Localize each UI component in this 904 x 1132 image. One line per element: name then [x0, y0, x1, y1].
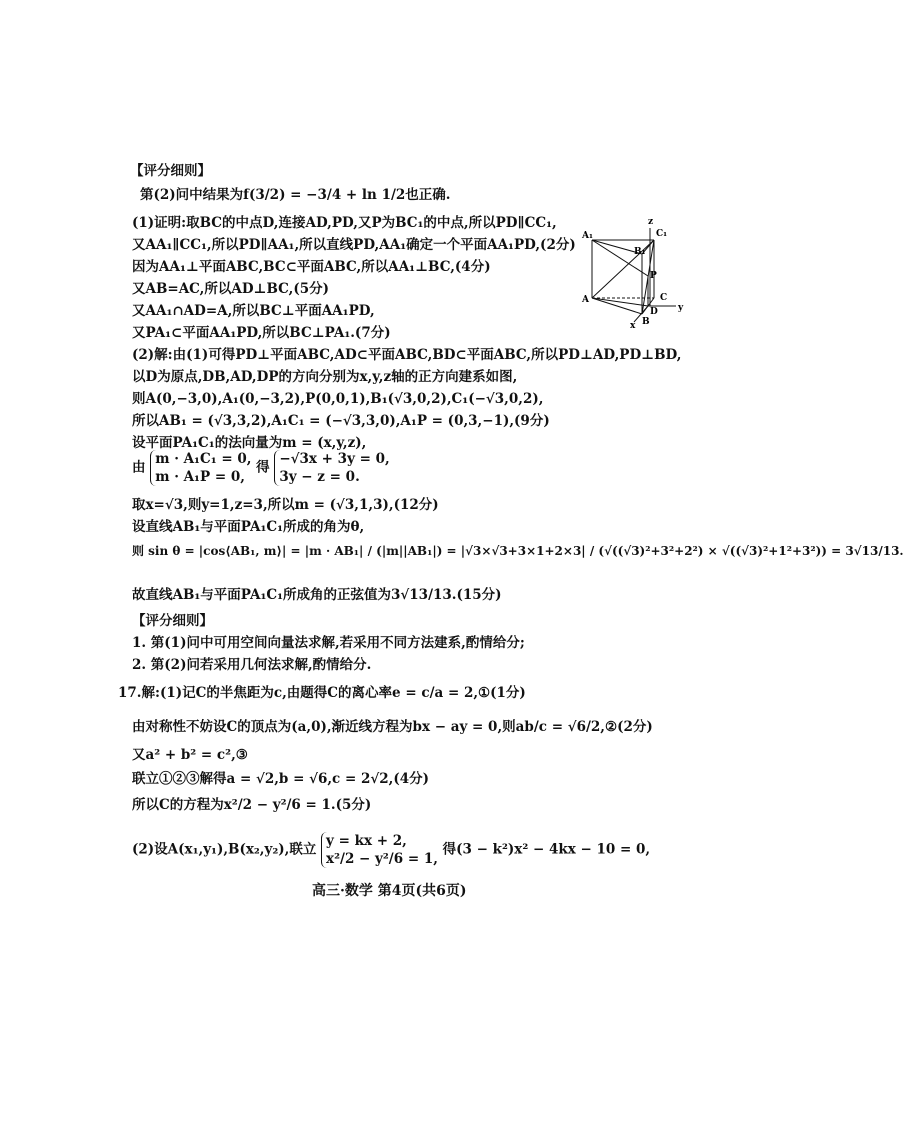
p16-system-1: 由 m · A₁C₁ = 0, m · A₁P = 0, 得 −√3x + 3y = 0, 3y − z = 0. [132, 451, 390, 485]
p16-line-9: 则A(0,−3,0),A₁(0,−3,2),P(0,0,1),B₁(√3,0,2),C₁(−√3,0,2), [132, 391, 544, 407]
p16-line-13: 取x=√3,则y=1,z=3,所以m = (√3,1,3),(12分) [132, 497, 439, 513]
label-A: A [582, 295, 589, 305]
p17-line-1: 17.解:(1)记C的半焦距为c,由题得C的离心率e = c/a = 2,①(1分) [118, 685, 526, 701]
p16-line-16: 故直线AB₁与平面PA₁C₁所成角的正弦值为3√13/13.(15分) [132, 587, 502, 603]
page-footer: 高三·数学 第4页(共6页) [312, 883, 467, 899]
label-A1: A₁ [582, 231, 593, 241]
label-P: P [650, 271, 657, 281]
p16-line-7: (2)解:由(1)可得PD⊥平面ABC,AD⊂平面ABC,BD⊂平面ABC,所以PD⊥AD,PD⊥BD, [132, 347, 682, 363]
p16-line-10: 所以AB₁ = (√3,3,2),A₁C₁ = (−√3,3,0),A₁P = (0,3,−1),(9分) [132, 413, 550, 429]
grading-rule-1: 1. 第(1)问中可用空间向量法求解,若采用不同方法建系,酌情给分; [132, 635, 525, 651]
p16-line-1: (1)证明:取BC的中点D,连接AD,PD,又P为BC₁的中点,所以PD∥CC₁, [132, 215, 557, 231]
label-C: C [660, 293, 668, 303]
p17-system: (2)设A(x₁,y₁),B(x₂,y₂),联立 y = kx + 2, x²/2 − y²/6 = 1, 得(3 − k²)x² − 4kx − 10 = 0, [132, 833, 651, 867]
p16-line-4: 又AB=AC,所以AD⊥BC,(5分) [132, 281, 330, 297]
p16-line-6: 又PA₁⊂平面AA₁PD,所以BC⊥PA₁.(7分) [132, 325, 391, 341]
grading-heading-2: 【评分细则】 [132, 613, 213, 629]
grading-heading-1: 【评分细则】 [130, 163, 211, 179]
p16-line-8: 以D为原点,DB,AD,DP的方向分别为x,y,z轴的正方向建系如图, [132, 369, 518, 385]
p17-line-5: 所以C的方程为x²/2 − y²/6 = 1.(5分) [132, 797, 372, 813]
label-B1: B₁ [634, 247, 646, 257]
label-x: x [630, 321, 636, 331]
label-y: y [678, 303, 684, 313]
p16-line-5: 又AA₁∩AD=A,所以BC⊥平面AA₁PD, [132, 303, 375, 319]
p16-line-11: 设平面PA₁C₁的法向量为m = (x,y,z), [132, 435, 367, 451]
p16-line-3: 因为AA₁⊥平面ABC,BC⊂平面ABC,所以AA₁⊥BC,(4分) [132, 259, 491, 275]
p16-line-14: 设直线AB₁与平面PA₁C₁所成的角为θ, [132, 519, 365, 535]
p17-line-2: 由对称性不妨设C的顶点为(a,0),渐近线方程为bx − ay = 0,则ab/c = √6/2,②(2分) [132, 719, 653, 735]
label-B: B [642, 317, 650, 327]
p16-formula-sin: 则 sin θ = |cos⟨AB₁, m⟩| = |m · AB₁| / (|m||AB₁|) = |√3×√3+3×1+2×3| / (√((√3)²+3²+2²) × √((√3)²+1²+3²)) = 3√13/13. [132, 544, 904, 558]
p17-line-3: 又a² + b² = c²,③ [132, 747, 248, 763]
grading-rule-2: 2. 第(2)问若采用几何法求解,酌情给分. [132, 657, 372, 673]
p17-line-4: 联立①②③解得a = √2,b = √6,c = 2√2,(4分) [132, 771, 429, 787]
label-D: D [650, 307, 658, 317]
label-C1: C₁ [656, 229, 668, 239]
prism-figure [578, 214, 688, 332]
grading-line: 第(2)问中结果为f(3/2) = −3/4 + ln 1/2也正确. [140, 187, 451, 203]
label-z: z [648, 217, 654, 227]
p16-line-2: 又AA₁∥CC₁,所以PD∥AA₁,所以直线PD,AA₁确定一个平面AA₁PD,(2分) [132, 237, 576, 253]
